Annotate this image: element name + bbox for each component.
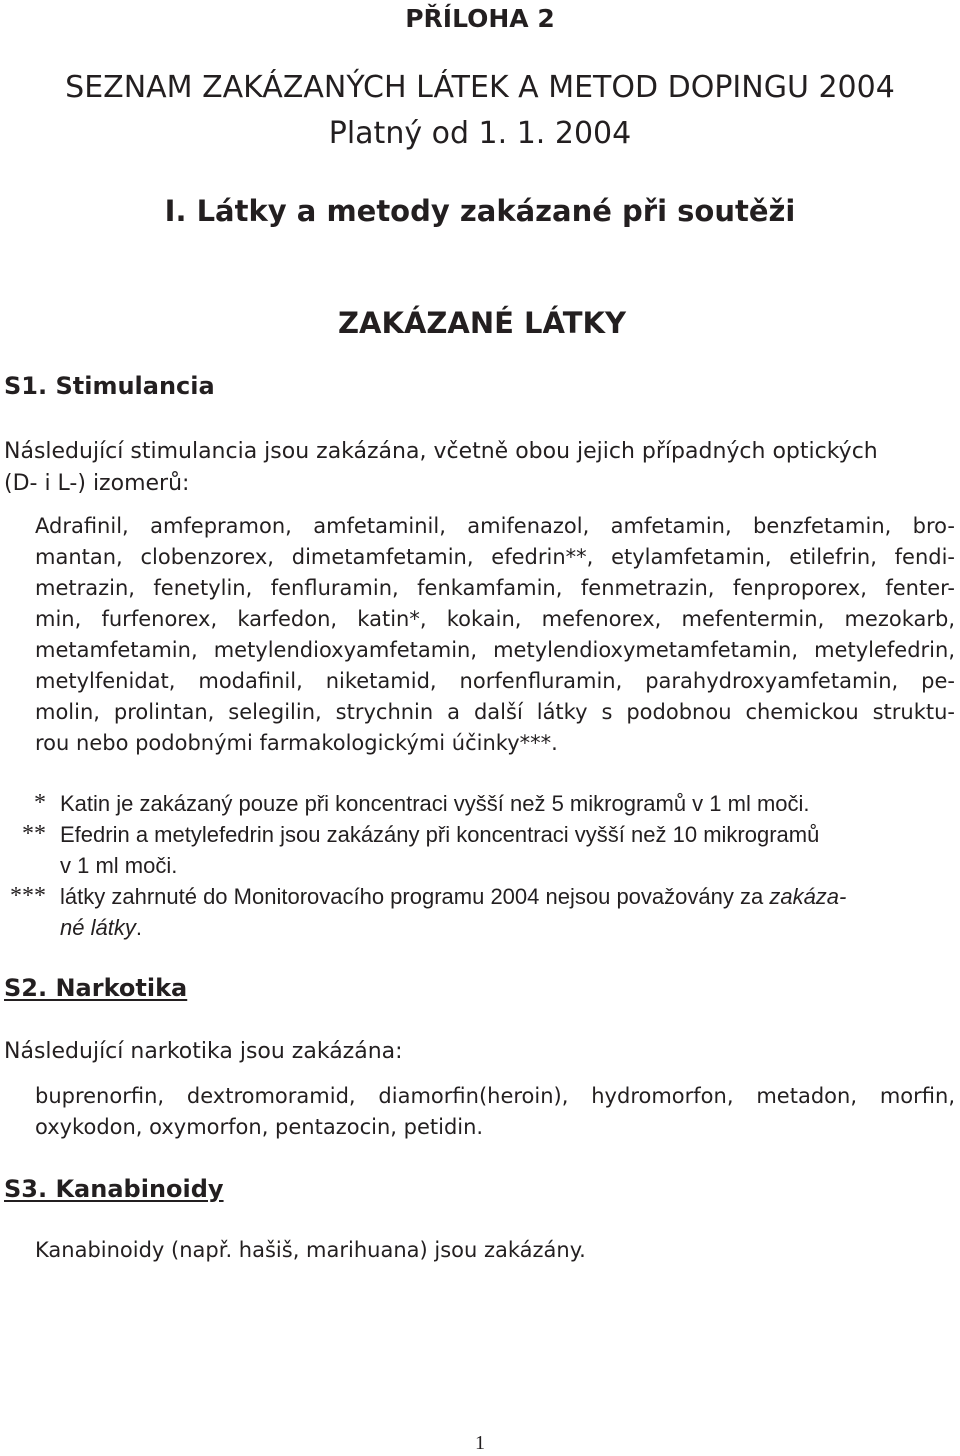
footnote-text xyxy=(60,881,955,943)
footnote-line xyxy=(60,912,955,943)
document-title: SEZNAM ZAKÁZANÝCH LÁTEK A METOD DOPINGU 2004 xyxy=(65,70,895,105)
s2-heading: S2. Narkotika xyxy=(4,974,188,1002)
s1-list-line: Adrafinil, amfepramon, amfetaminil, amifenazol, amfetamin, benzfetamin, bro- xyxy=(35,514,955,538)
footnote-2 xyxy=(0,819,960,883)
s2-list-line: oxykodon, oxymorfon, pentazocin, petidin. xyxy=(35,1115,484,1139)
s2-list-line: buprenorfin, dextromoramid, diamorfin(heroin), hydromorfon, metadon, morfin, xyxy=(35,1084,955,1108)
footnote-italic: né látky xyxy=(60,915,136,940)
footnote-line: Efedrin a metylefedrin jsou zakázány při koncentraci vyšší než 10 mikrogramů xyxy=(60,822,820,847)
footnote-mark: * xyxy=(34,790,46,816)
s1-list-line: metrazin, fenetylin, fenfluramin, fenkamfamin, fenmetrazin, fenproporex, fenter- xyxy=(35,576,955,600)
footnote-plain: . xyxy=(135,915,142,940)
s1-list-line: metamfetamin, metylendioxyamfetamin, metylendioxymetamfetamin, metylefedrin, xyxy=(35,638,955,662)
footnote-mark: ** xyxy=(22,821,46,847)
s1-intro-line: Následující stimulancia jsou zakázána, včetně obou jejich případných optických xyxy=(4,439,878,464)
s1-intro-line: (D- i L-) izomerů: xyxy=(4,471,190,496)
s2-intro: Následující narkotika jsou zakázána: xyxy=(4,1039,403,1064)
footnote-1 xyxy=(0,788,960,820)
s1-list-line: mantan, clobenzorex, dimetamfetamin, efedrin**, etylamfetamin, etilefrin, fendi- xyxy=(35,545,955,569)
footnote-line: v 1 ml moči. xyxy=(60,853,178,878)
footnote-line xyxy=(60,881,955,912)
s1-heading: S1. Stimulancia xyxy=(4,372,215,400)
s2-substance-list xyxy=(35,1081,955,1143)
page-number: 1 xyxy=(475,1432,485,1454)
valid-from: Platný od 1. 1. 2004 xyxy=(328,116,632,151)
footnote-3 xyxy=(0,881,960,945)
footnote-text xyxy=(60,788,955,819)
s1-intro xyxy=(4,436,959,500)
section-heading: ZAKÁZANÉ LÁTKY xyxy=(338,306,626,340)
s3-text xyxy=(35,1235,955,1266)
s1-list-line: molin, prolintan, selegilin, strychnin a další látky s podobnou chemickou struktu- xyxy=(35,700,955,724)
footnote-text xyxy=(60,819,955,881)
s3-heading: S3. Kanabinoidy xyxy=(4,1175,224,1203)
s1-substance-list xyxy=(35,511,955,759)
footnote-italic: zakáza- xyxy=(769,884,847,909)
footnote-plain: látky zahrnuté do Monitorovacího programu 2004 nejsou považovány za xyxy=(60,884,770,909)
s1-list-line: metylfenidat, modafinil, niketamid, norfenfluramin, parahydroxyamfetamin, pe- xyxy=(35,669,955,693)
s1-list-line: min, furfenorex, karfedon, katin*, kokain, mefenorex, mefentermin, mezokarb, xyxy=(35,607,955,631)
part-heading: I. Látky a metody zakázané při soutěži xyxy=(164,194,796,228)
footnote-line: Katin je zakázaný pouze při koncentraci vyšší než 5 mikrogramů v 1 ml moči. xyxy=(60,791,810,816)
footnote-mark: *** xyxy=(10,883,46,909)
annex-label: PŘÍLOHA 2 xyxy=(405,4,555,33)
s3-text-line: Kanabinoidy (např. hašiš, marihuana) jsou zakázány. xyxy=(35,1238,586,1262)
s1-list-line: rou nebo podobnými farmakologickými účinky***. xyxy=(35,731,558,755)
